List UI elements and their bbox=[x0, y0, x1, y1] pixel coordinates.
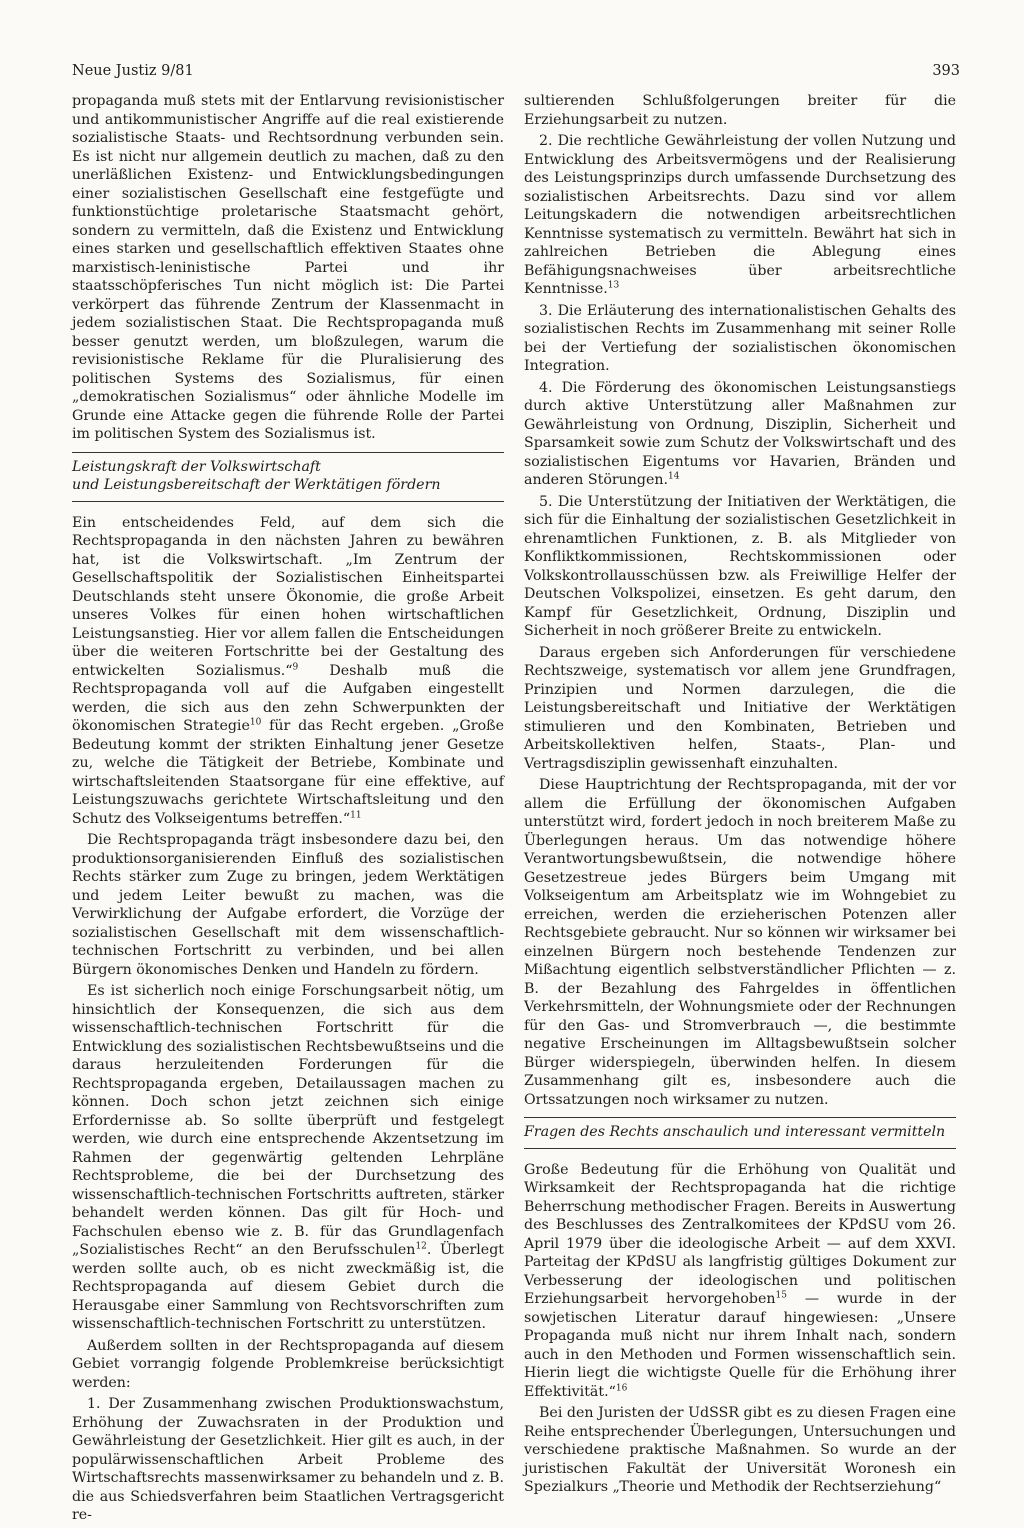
section-heading-line-2: und Leistungsbereitschaft der Werktätigen fördern bbox=[72, 477, 441, 493]
paragraph: Diese Hauptrichtung der Rechtspropaganda, mit der vor allem die Erfüllung der ökonomischen Aufgaben unterstützt wird, fordert jedoch in noch breiterem Maße zu Überlegungen heraus. Um das notwendige höhere Verantwortungsbewußtsein, die notwendige höhere Gesetzestreue jedes Bürgers beim Umgang mit Volkseigentum am Arbeitsplatz wie im Wohngebiet zu erreichen, werden die erzieherischen Potenzen aller Rechtsgebiete gebraucht. Nur so können wir wirksamer bei einzelnen Bürgern noch bestehende Tendenzen zur Mißachtung eigentlich selbstverständlicher Pflichten — z. B. der Bezahlung des Fahrgeldes in öffentlichen Verkehrsmitteln, der Wohnungsmiete oder der Rechnungen für den Gas- und Stromverbrauch —, die bestimmte negative Erscheinungen im Alltagsbewußtsein solcher Bürger widerspiegeln, überwinden helfen. In diesem Zusammenhang gilt es, insbesondere auch die Ortssatzungen noch wirksamer zu nutzen. bbox=[524, 777, 956, 1108]
paragraph: sultierenden Schlußfolgerungen breiter für die Erziehungsarbeit zu nutzen. bbox=[524, 93, 956, 128]
footnote-ref-16: 16 bbox=[615, 1382, 628, 1393]
paragraph bbox=[524, 379, 956, 490]
paragraph: Außerdem sollten in der Rechtspropaganda auf diesem Gebiet vorrangig folgende Problemkreise berücksichtigt werden: bbox=[72, 1337, 504, 1391]
text: Große Bedeutung für die Erhöhung von Qualität und Wirksamkeit der Rechtspropaganda hat die richtige Beherrschung methodischer Fragen. Bereits in Auswertung des Beschlusses des Zentralkomitees der KPdSU vom 26. April 1979 über die ideologische Arbeit — auf dem XXVI. Parteitag der KPdSU als langfristig gültiges Dokument zur Verbesserung der ideologischen und politischen Erziehungsarbeit hervorgehoben bbox=[524, 1161, 956, 1307]
footnote-ref-11: 11 bbox=[350, 809, 362, 820]
right-column bbox=[524, 92, 956, 1500]
running-header bbox=[72, 62, 960, 80]
paragraph bbox=[524, 132, 956, 299]
paragraph: 3. Die Erläuterung des internationalistischen Gehalts des sozialistischen Rechts im Zusammenhang mit seiner Rolle bei der Vertiefung der sozialistischen ökonomischen Integration. bbox=[524, 302, 956, 374]
page-number: 393 bbox=[932, 63, 960, 79]
footnote-ref-15: 15 bbox=[775, 1290, 787, 1301]
text: 2. Die rechtliche Gewährleistung der vollen Nutzung und Entwicklung des Arbeitsvermögens und der Realisierung des Leistungsprinzips durch umfassende Durchsetzung des sozialistischen Arbeitsrechts. Dazu sind vor allem Leitungskadern die notwendigen arbeitsrechtlichen Kenntnisse systematisch zu vermitteln. Bewährt hat sich in zahlreichen Betrieben die Ablegung eines Befähigungsnachweises über arbeitsrechtliche Kenntnisse. bbox=[524, 133, 956, 297]
paragraph: 1. Der Zusammenhang zwischen Produktionswachstum, Erhöhung der Zuwachsraten in der Produktion und Gewährleistung der Gesetzlichkeit. Hier gilt es auch, in der populärwissenschaftlichen Arbeit Probleme des Wirtschaftsrechts massenwirksamer zu behandeln und z. B. die aus Schiedsverfahren beim Staatlichen Vertragsgericht re- bbox=[72, 1396, 504, 1523]
footnote-ref-9: 9 bbox=[292, 661, 299, 672]
text: — wurde in der sowjetischen Literatur darauf hingewiesen: „Unsere Propaganda muß nicht nur ihrem Inhalt nach, sondern auch in den Methoden und Formen wissenschaftlich sein. Hierin liegt die wichtigste Quelle für die Erhöhung ihrer Effektivität.“ bbox=[524, 1291, 957, 1400]
paragraph: Bei den Juristen der UdSSR gibt es zu diesen Fragen eine Reihe entsprechender Überlegungen, Untersuchungen und verschiedene praktische Maßnahmen. So wurde an der juristischen Fakultät der Universität Woronesh ein Spezialkurs „Theorie und Methodik der Rechtserziehung“ bbox=[524, 1405, 956, 1495]
section-heading-line-1: Fragen des Rechts anschaulich und interessant vermitteln bbox=[524, 1124, 946, 1140]
paragraph: propaganda muß stets mit der Entlarvung revisionistischer und antikommunistischer Angriffe auf die real existierende sozialistische Staats- und Rechtsordnung verbunden sein. Es ist nicht nur allgemein deutlich zu machen, daß zu den unerläßlichen Existenz- und Entwicklungsbedingungen einer sozialistischen Gesellschaft eine festgefügte und funktionstüchtige proletarische Staatsmacht gehört, sondern zu vermitteln, daß die Existenz und Entwicklung eines starken und gesellschaftlich effektiven Staates ohne marxistisch-leninistische Partei und ihr staatsschöpferisches Tun nicht möglich ist: Die Partei verkörpert das führende Zentrum der Klassenmacht in jedem sozialistischen Staat. Die Rechtspropaganda muß besser genutzt werden, um bloßzulegen, warum die revisionistische Reklame für die Pluralisierung des politischen Systems des Sozialismus, für einen „demokratischen Sozialismus“ oder ähnliche Modelle im Grunde eine Attacke gegen die führende Rolle der Partei im politischen System des Sozialismus ist. bbox=[72, 93, 504, 442]
paragraph: Die Rechtspropaganda trägt insbesondere dazu bei, den produktionsorganisierenden Einfluß des sozialistischen Rechts stärker zum Zuge zu bringen, jedem Werktätigen und jedem Leiter bewußt zu machen, was die Verwirklichung der Aufgabe erfordert, die Vorzüge der sozialistischen Gesellschaft mit dem wissenschaftlich-technischen Fortschritt zu verbinden, und bei allen Bürgern ökonomisches Denken und Handeln zu fördern. bbox=[72, 832, 504, 978]
left-column bbox=[72, 92, 504, 1528]
text: für das Recht ergeben. „Große Bedeutung kommt der strikten Einhaltung jener Gesetze zu, welche die Tätigkeit der Betriebe, Kombinate und wirtschaftsleitenden Staatsorgane für eine effektive, auf Leistungszuwachs gerichtete Wirtschaftsleitung und den Schutz des Volkseigentums betreffen.“ bbox=[72, 718, 504, 827]
paragraph: Daraus ergeben sich Anforderungen für verschiedene Rechtszweige, systematisch vor allem jene Grundfragen, Prinzipien und Normen darzulegen, die die Leistungsbereitschaft und Initiative der Werktätigen stimulieren und den Kombinaten, Betrieben und Arbeitskollektiven helfen, Staats-, Plan- und Vertragsdisziplin gewissenhaft einzuhalten. bbox=[524, 644, 956, 772]
footnote-ref-14: 14 bbox=[668, 471, 680, 482]
text: Es ist sicherlich noch einige Forschungsarbeit nötig, um hinsichtlich der Konsequenzen, die sich aus dem wissenschaftlich-technischen Fortschritt für die Entwicklung des sozialistischen Rechtsbewußtseins und die daraus herzuleitenden Forderungen für die Rechtspropaganda ergeben, Detailaussagen machen zu können. Doch schon jetzt zeichnen sich einige Erfordernisse ab. So sollte überprüft und festgelegt werden, wie durch eine entsprechende Akzentsetzung im Rahmen der gegenwärtig geltenden Lehrpläne Rechtsprobleme, die bei der Durchsetzung des wissenschaftlich-technischen Fortschritts auftreten, stärker behandelt werden können. Das gilt für Hoch- und Fachschulen ebenso wie z. B. für das Grundlagenfach „Sozialistisches Recht“ an den Berufsschulen bbox=[72, 983, 504, 1258]
footnote-ref-12: 12 bbox=[415, 1241, 427, 1252]
paragraph bbox=[524, 1161, 956, 1402]
paragraph bbox=[72, 514, 504, 829]
text: 4. Die Förderung des ökonomischen Leistungsanstiegs durch aktive Unterstützung aller Maßnahmen zur Gewährleistung von Ordnung, Disziplin, Sicherheit und Sparsamkeit sowie zum Schutz der Volkswirtschaft und des sozialistischen Eigentums vor Havarien, Bränden und anderen Störungen. bbox=[524, 379, 956, 488]
footnote-ref-10: 10 bbox=[249, 717, 262, 728]
footnote-ref-13: 13 bbox=[607, 280, 620, 291]
paragraph bbox=[72, 982, 504, 1334]
section-heading-line-1: Leistungskraft der Volkswirtschaft bbox=[72, 458, 321, 475]
text: Ein entscheidendes Feld, auf dem sich die Rechtspropaganda in den nächsten Jahren zu bewähren hat, ist die Volkswirtschaft. „Im Zentrum der Gesellschaftspolitik der Sozialistischen Einheitspartei Deutschlands steht unsere Ökonomie, die große Arbeit unseres Volkes für einen hohen wirtschaftlichen Leistungsanstieg. Hier vor allem fallen die Entscheidungen über die weiteren Fortschritte bei der Gestaltung des entwickelten Sozialismus.“ bbox=[72, 514, 504, 679]
paragraph: 5. Die Unterstützung der Initiativen der Werktätigen, die sich für die Einhaltung der sozialistischen Gesetzlichkeit in ehrenamtlichen Funktionen, z. B. als Mitglieder von Konfliktkommissionen, Rechtskommissionen oder Volkskontrollausschüssen bzw. als Freiwillige Helfer der Deutschen Volkspolizei, einsetzen. Es geht darum, den Kampf für Gesetzlichkeit, Ordnung, Disziplin und Sicherheit in noch größerer Breite zu entwickeln. bbox=[524, 493, 956, 639]
text: Deshalb muß die Rechtspropaganda voll auf die Aufgaben eingestellt werden, die sich aus den zehn Schwerpunkten der ökonomischen Strategie bbox=[72, 662, 505, 734]
text: . Überlegt werden sollte auch, ob es nicht zweckmäßig ist, die Rechtspropaganda auf diesem Gebiet durch die Herausgabe einer Sammlung von Rechtsvorschriften zum wissenschaftlich-technischen Fortschritt zu unterstützen. bbox=[72, 1242, 504, 1332]
journal-issue: Neue Justiz 9/81 bbox=[72, 63, 194, 79]
section-heading bbox=[72, 452, 504, 502]
section-heading bbox=[524, 1117, 956, 1149]
